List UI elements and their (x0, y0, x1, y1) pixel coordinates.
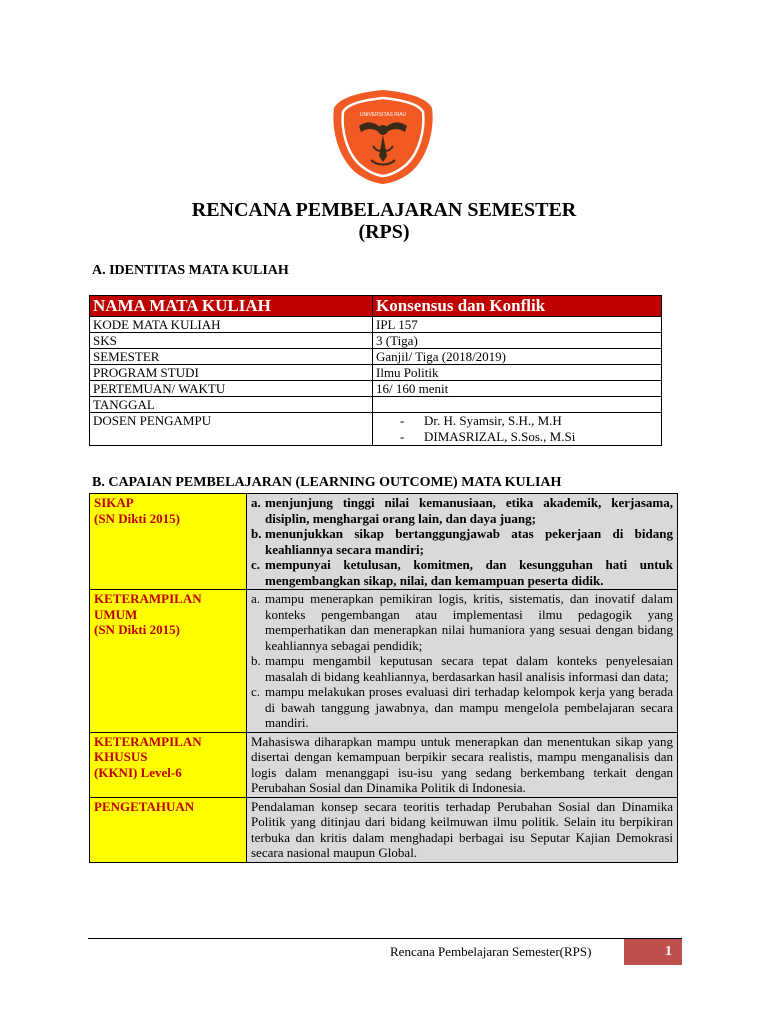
university-logo (329, 86, 437, 186)
sks-value: 3 (Tiga) (373, 333, 662, 349)
keterampilan-umum-label (90, 590, 247, 733)
semester-label: SEMESTER (90, 349, 373, 365)
sks-label: SKS (90, 333, 373, 349)
dosen-label: DOSEN PENGAMPU (90, 413, 373, 446)
list-item: a. mampu menerapkan pemikiran logis, kritis, sistematis, dan inovatif dalam konteks pengembangan atau implementasi ilmu pedagogik yang memperhatikan dan menerapkan nilai humaniora yang sesuai dengan bidang keahliannya sebagai pendidik; (251, 591, 673, 653)
pertemuan-label: PERTEMUAN/ WAKTU (90, 381, 373, 397)
keterampilan-umum-row (90, 590, 678, 733)
sikap-content (247, 494, 678, 590)
label-line: KETERAMPILAN (94, 733, 202, 749)
label-line: (KKNI) Level-6 (94, 764, 182, 780)
tanggal-value (373, 397, 662, 413)
list-item: b. mampu mengambil keputusan secara tepat dalam konteks penyelesaian masalah di bidang keahliannya, berdasarkan hasil analisis informasi dan data; (251, 653, 673, 684)
kode-value: IPL 157 (373, 317, 662, 333)
table-row (90, 333, 662, 349)
program-studi-value: Ilmu Politik (373, 365, 662, 381)
footer-text: Rencana Pembelajaran Semester(RPS) (390, 944, 592, 959)
table-row (90, 397, 662, 413)
list-item: c. mempunyai ketulusan, komitmen, dan kesungguhan hati untuk mengembangkan sikap, nilai, dan kemampuan peserta didik. (251, 557, 673, 588)
table-row (90, 317, 662, 333)
pertemuan-value: 16/ 160 menit (373, 381, 662, 397)
sikap-label-line: SIKAP (94, 495, 134, 510)
sikap-label-line: (SN Dikti 2015) (94, 510, 180, 526)
label-line: KHUSUS (94, 749, 148, 764)
footer-divider (88, 938, 682, 939)
nama-mata-kuliah-label: NAMA MATA KULIAH (90, 296, 373, 317)
semester-value: Ganjil/ Tiga (2018/2019) (373, 349, 662, 365)
pengetahuan-row (90, 797, 678, 862)
pengetahuan-content: Pendalaman konsep secara teoritis terhadap Perubahan Sosial dan Dinamika Politik yang ditinjau dari bidang keilmuwan ilmu politik. Selain itu berpikiran terbuka dan kritis dalam menghadapi berbagai isu Seputar Kajian Demokrasi secara nasional maupun Global. (247, 797, 678, 862)
page-number: 1 (624, 939, 682, 965)
program-studi-label: PROGRAM STUDI (90, 365, 373, 381)
dosen-name: - Dr. H. Syamsir, S.H., M.H (376, 413, 658, 429)
list-item: c. mampu melakukan proses evaluasi diri terhadap kelompok kerja yang berada di bawah tanggung jawabnya, dan mampu mengelola pembelajaran secara mandiri. (251, 684, 673, 730)
label-line: KETERAMPILAN (94, 591, 202, 606)
university-emblem-icon (329, 86, 437, 186)
label-line: (SN Dikti 2015) (94, 622, 180, 637)
sikap-row (90, 494, 678, 590)
section-a-heading: A. IDENTITAS MATA KULIAH (92, 263, 289, 278)
table-row (90, 381, 662, 397)
nama-mata-kuliah-value: Konsensus dan Konflik (373, 296, 662, 317)
kode-label: KODE MATA KULIAH (90, 317, 373, 333)
tanggal-label: TANGGAL (90, 397, 373, 413)
list-item: b. menunjukkan sikap bertanggungjawab atas pekerjaan di bidang keahliannya secara mandiri; (251, 526, 673, 557)
capaian-table (89, 493, 678, 863)
pengetahuan-label: PENGETAHUAN (90, 797, 247, 862)
dosen-value (373, 413, 662, 446)
table-row (90, 365, 662, 381)
keterampilan-khusus-content: Mahasiswa diharapkan mampu untuk menerapkan dan menentukan sikap yang disertai dengan kemampuan berpikir secara realistis, mampu menganalisis dan logis dalam menanggapi isu-isu yang sedang berkembang terkait dengan Perubahan Sosial dan Dinamika Politik di Indonesia. (247, 732, 678, 797)
dosen-name: - DIMASRIZAL, S.Sos., M.Si (376, 429, 658, 445)
document-subtitle: (RPS) (358, 221, 410, 243)
sikap-label (90, 494, 247, 590)
section-b-heading: B. CAPAIAN PEMBELAJARAN (LEARNING OUTCOME) MATA KULIAH (92, 475, 562, 490)
keterampilan-khusus-row (90, 732, 678, 797)
identitas-table (89, 295, 662, 446)
logo-text: UNIVERSITAS RIAU (359, 112, 407, 118)
table-header-row (90, 296, 662, 317)
keterampilan-umum-content (247, 590, 678, 733)
keterampilan-khusus-label (90, 732, 247, 797)
table-row (90, 349, 662, 365)
table-row (90, 413, 662, 446)
list-item: a. menjunjung tinggi nilai kemanusiaan, etika akademik, kerjasama, disiplin, menghargai orang lain, dan daya juang; (251, 495, 673, 526)
label-line: UMUM (94, 606, 138, 622)
document-title: RENCANA PEMBELAJARAN SEMESTER (191, 199, 577, 221)
